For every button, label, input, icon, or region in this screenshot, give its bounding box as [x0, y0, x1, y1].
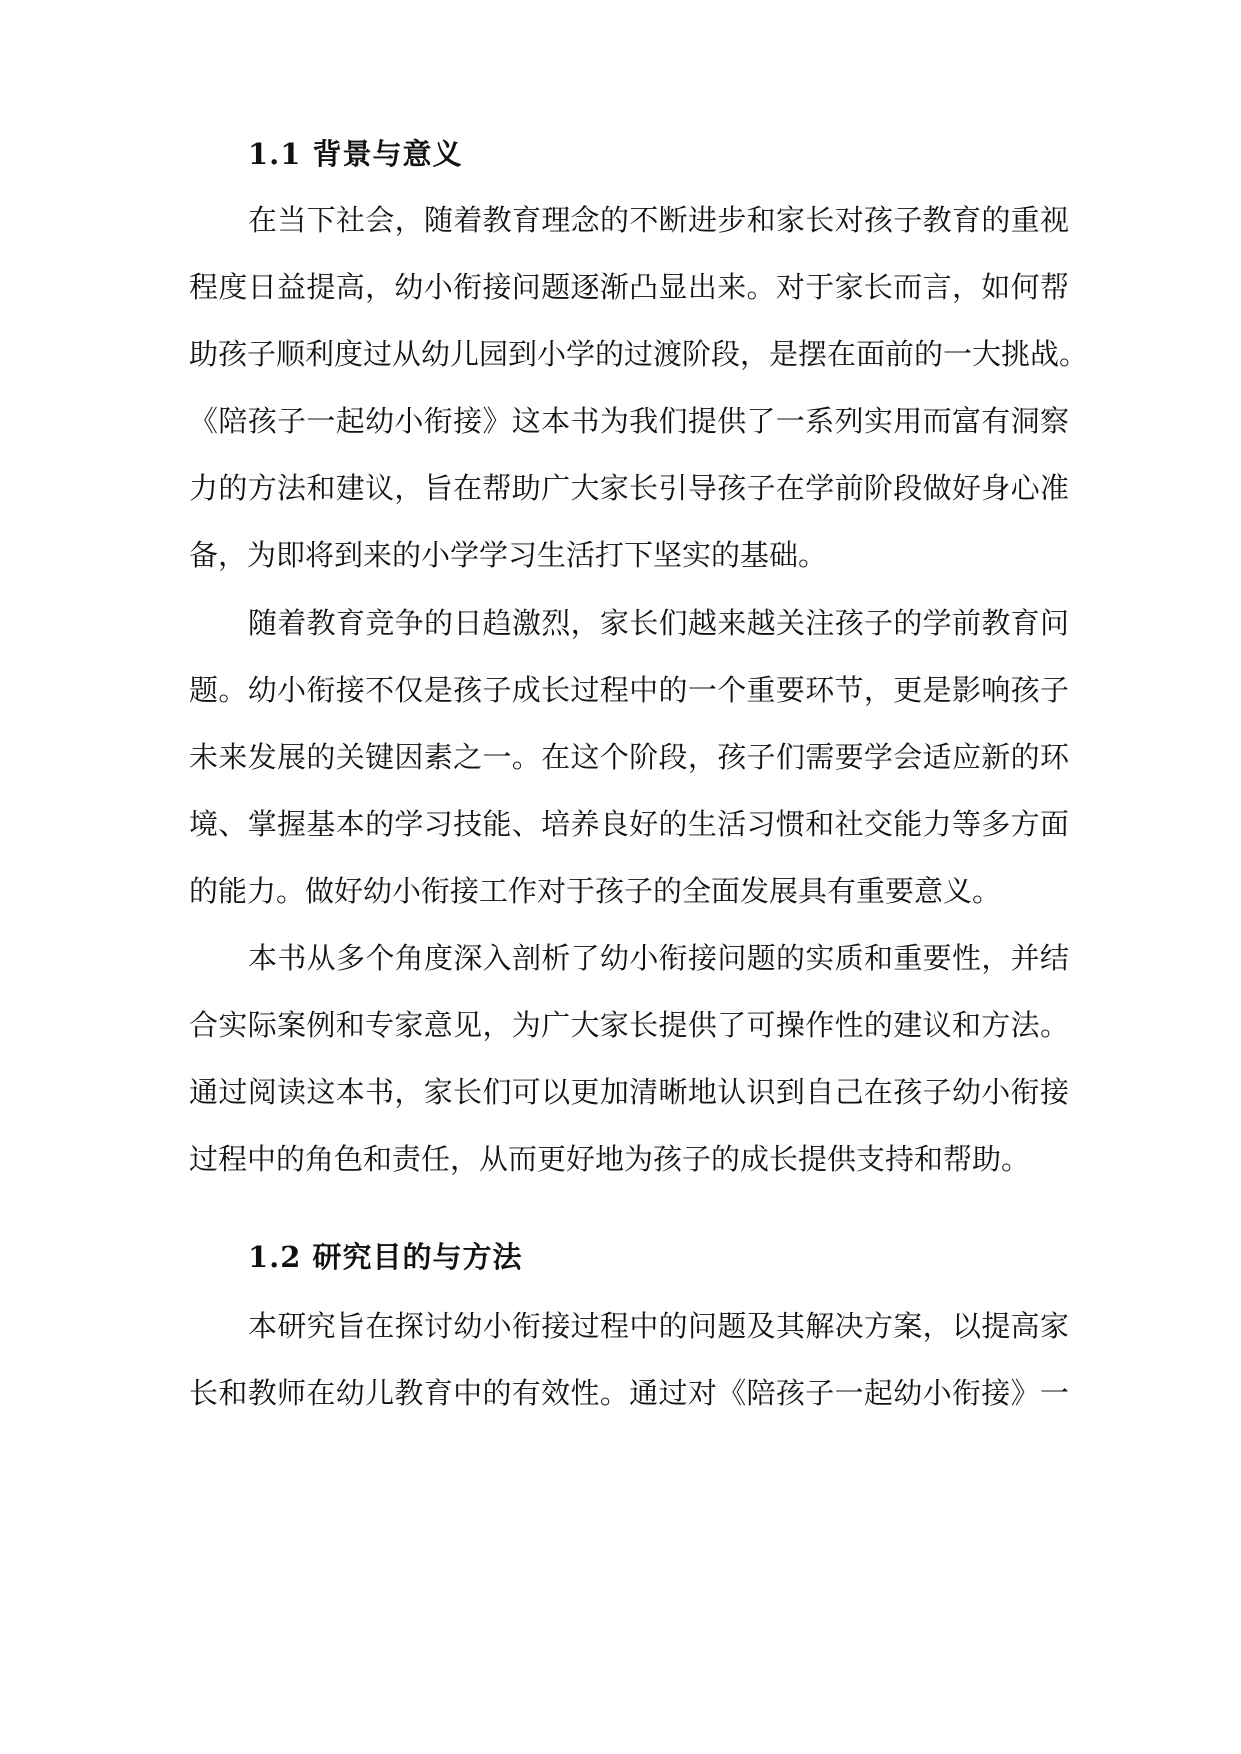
paragraph-line: 的能力。做好幼小衔接工作对于孩子的全面发展具有重要意义。 — [189, 874, 1002, 908]
section-heading-1-2: 1.2 研究目的与方法 — [248, 1240, 523, 1274]
paragraph-line: 境、掌握基本的学习技能、培养良好的生活习惯和社交能力等多方面 — [189, 807, 1069, 841]
paragraph-line: 程度日益提高，幼小衔接问题逐渐凸显出来。对于家长而言，如何帮 — [189, 270, 1069, 304]
paragraph-line: 在当下社会，随着教育理念的不断进步和家长对孩子教育的重视 — [248, 203, 1069, 237]
paragraph-line: 题。幼小衔接不仅是孩子成长过程中的一个重要环节，更是影响孩子 — [189, 673, 1069, 707]
paragraph-line: 合实际案例和专家意见，为广大家长提供了可操作性的建议和方法。 — [189, 1008, 1069, 1042]
paragraph-line: 本书从多个角度深入剖析了幼小衔接问题的实质和重要性，并结 — [248, 941, 1069, 975]
paragraph-line: 《陪孩子一起幼小衔接》这本书为我们提供了一系列实用而富有洞察 — [189, 404, 1069, 438]
section-heading-1-1: 1.1 背景与意义 — [248, 137, 463, 171]
paragraph-line: 随着教育竞争的日趋激烈，家长们越来越关注孩子的学前教育问 — [248, 606, 1069, 640]
paragraph-line: 备，为即将到来的小学学习生活打下坚实的基础。 — [189, 538, 828, 572]
paragraph-line: 未来发展的关键因素之一。在这个阶段，孩子们需要学会适应新的环 — [189, 740, 1069, 774]
paragraph-line: 过程中的角色和责任，从而更好地为孩子的成长提供支持和帮助。 — [189, 1142, 1031, 1176]
paragraph-line: 长和教师在幼儿教育中的有效性。通过对《陪孩子一起幼小衔接》一 — [189, 1376, 1069, 1410]
paragraph-line: 助孩子顺利度过从幼儿园到小学的过渡阶段，是摆在面前的一大挑战。 — [189, 337, 1089, 371]
paragraph-line: 通过阅读这本书，家长们可以更加清晰地认识到自己在孩子幼小衔接 — [189, 1075, 1069, 1109]
paragraph-line: 力的方法和建议，旨在帮助广大家长引导孩子在学前阶段做好身心准 — [189, 471, 1069, 505]
paragraph-line: 本研究旨在探讨幼小衔接过程中的问题及其解决方案，以提高家 — [248, 1309, 1069, 1343]
